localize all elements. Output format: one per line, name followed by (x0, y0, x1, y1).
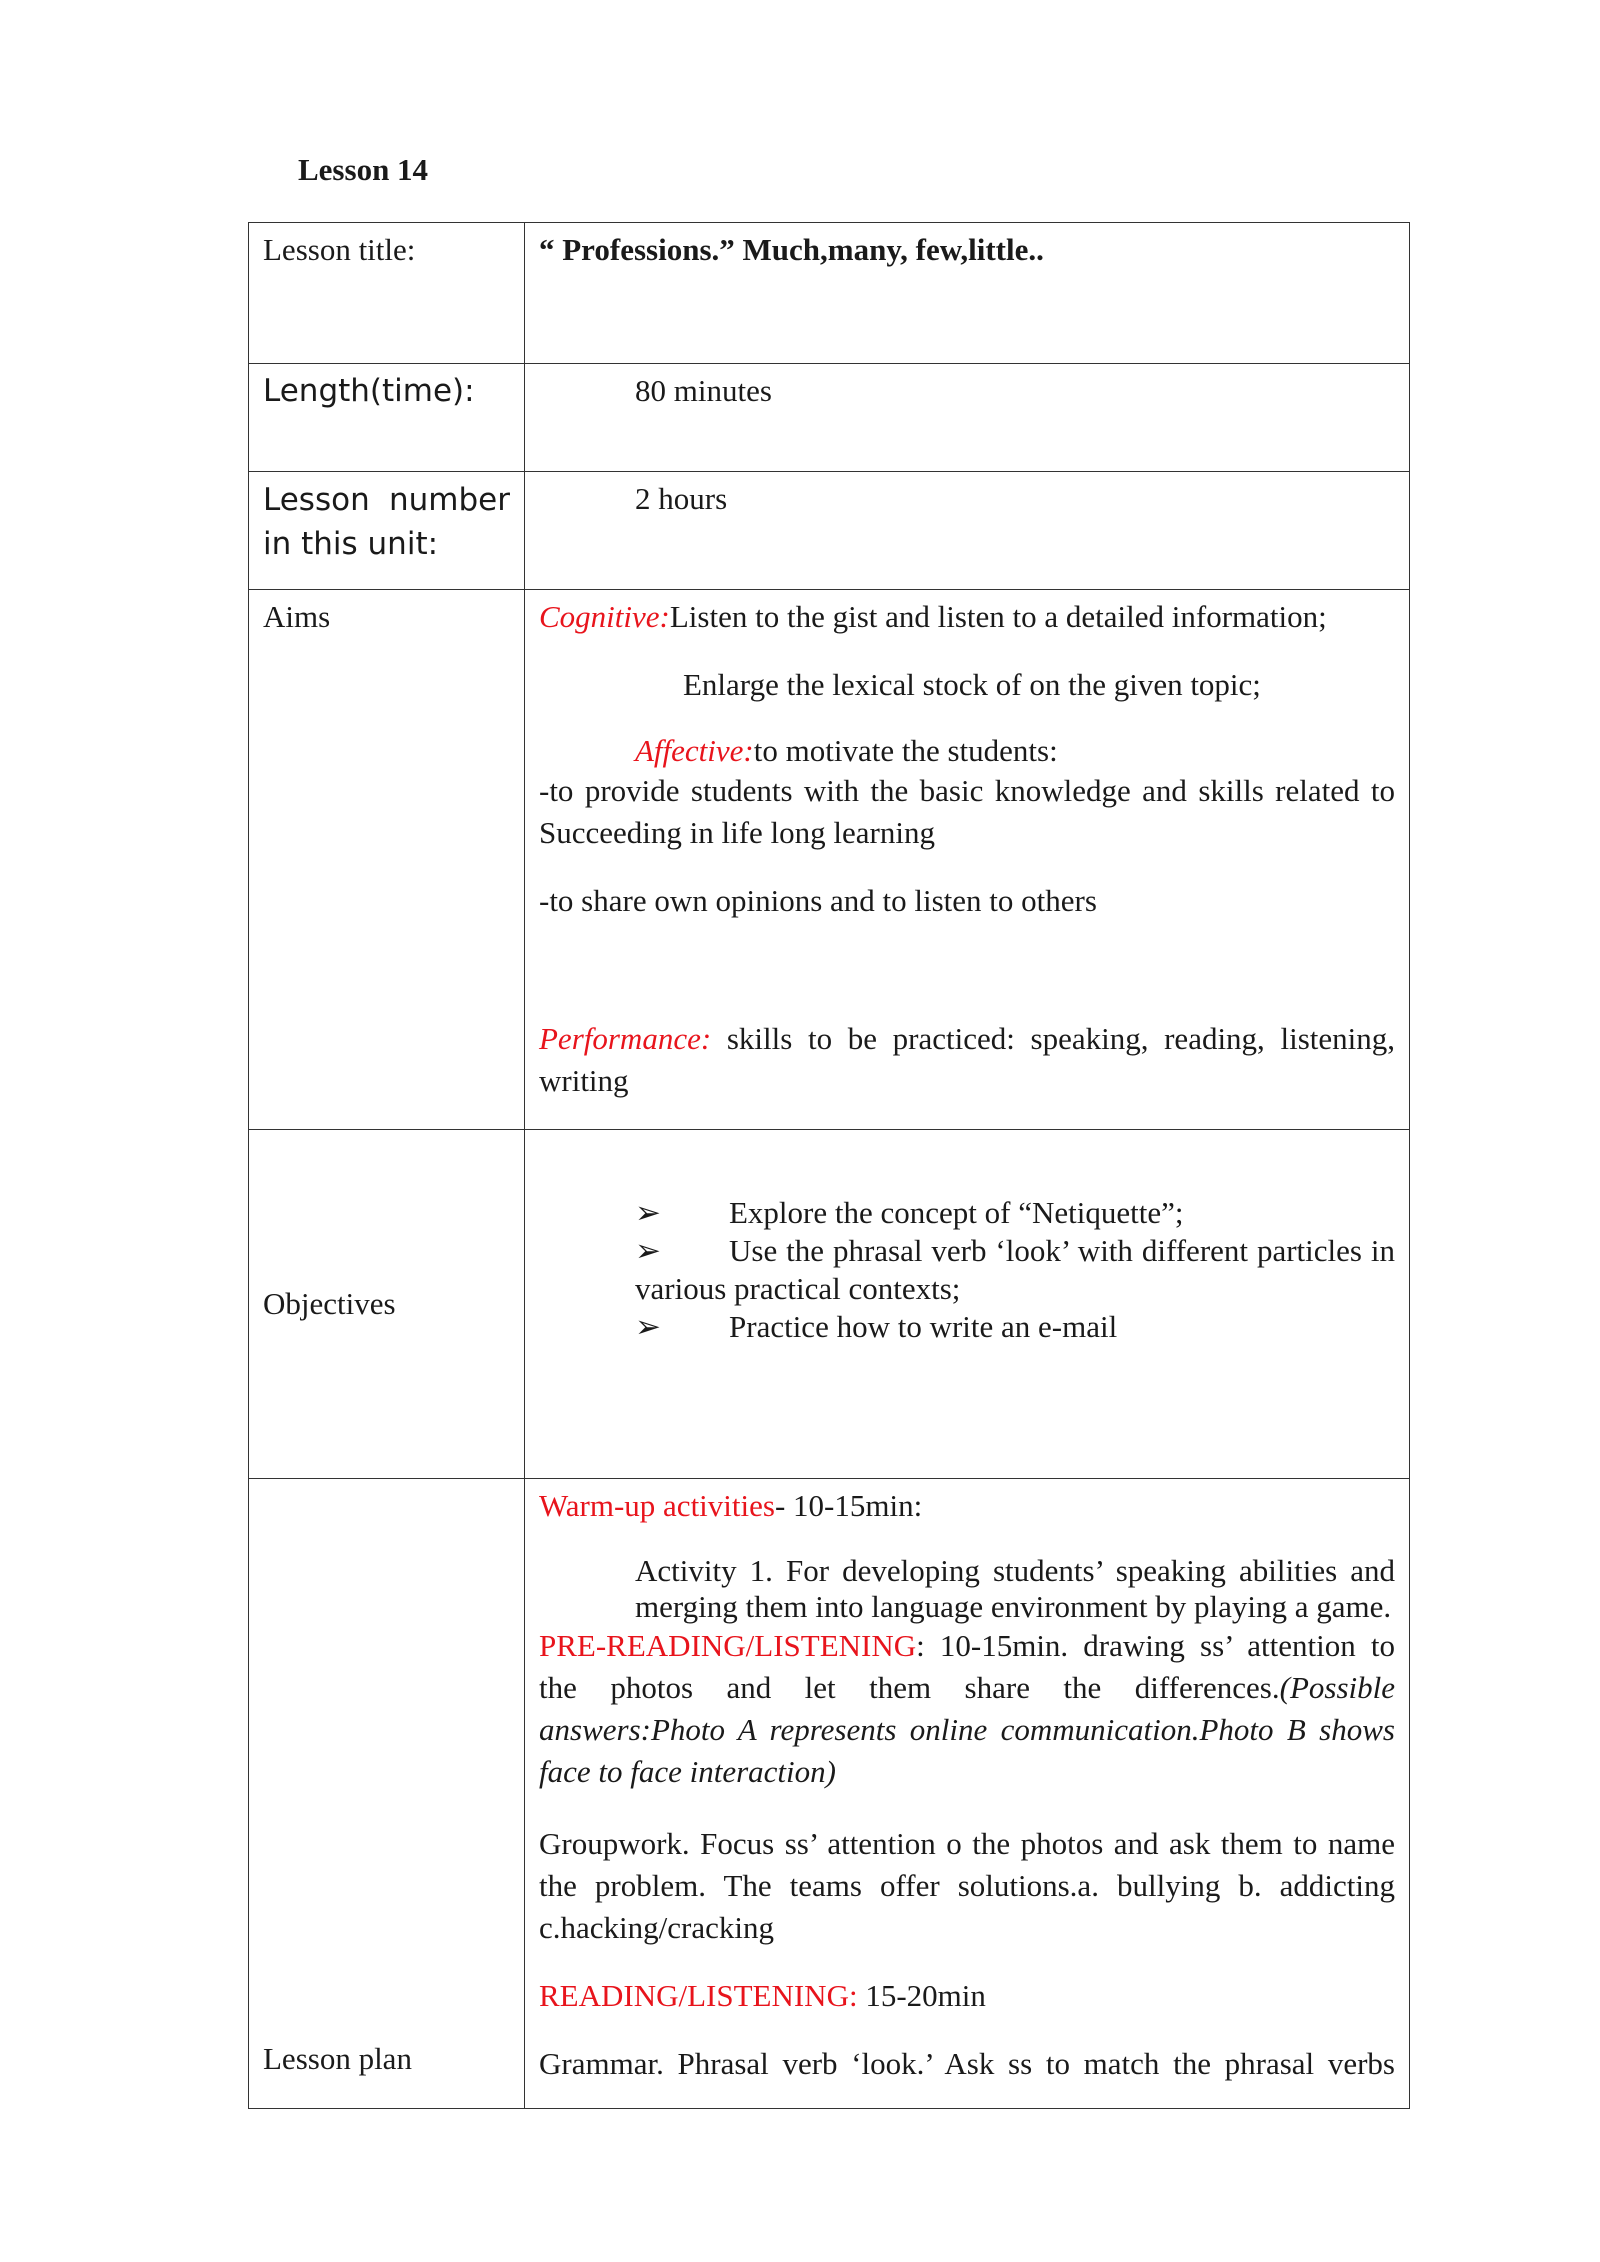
reading-text: 15-20min (857, 1978, 986, 2013)
prereading-tag: PRE-READING/LISTENING (539, 1628, 917, 1663)
plan-groupwork: Groupwork. Focus ss’ attention o the photos and ask them to name the problem. The teams offer solutions.a. bullying b. addicting c.hacking/cracking (539, 1826, 1395, 1945)
objective-text: Practice how to write an e-mail (729, 1309, 1118, 1344)
aim-cognitive-2: Enlarge the lexical stock of on the given topic; (683, 667, 1261, 702)
cognitive-text: Listen to the gist and listen to a detailed information; (669, 599, 1327, 634)
lesson-plan-table (248, 222, 1410, 2109)
aim-cognitive (539, 596, 1395, 638)
row-lesson-plan (249, 1479, 1410, 2109)
performance-tag: Performance: (539, 1021, 712, 1056)
label-lesson-number-line1: Lesson number (263, 482, 510, 518)
performance-text: skills to be practiced: speaking, reading, listening, writing (539, 1021, 1395, 1098)
value-lesson-number (525, 472, 1410, 590)
value-objectives (525, 1130, 1410, 1479)
aim-performance (539, 1018, 1395, 1102)
objective-item (635, 1194, 1395, 1232)
objective-text: Use the phrasal verb ‘look’ with different particles in various practical contexts; (635, 1233, 1395, 1306)
lesson-heading: Lesson 14 (298, 152, 429, 187)
warmup-text: - 10-15min: (774, 1488, 923, 1523)
lesson-number-value-text: 2 hours (635, 481, 728, 516)
plan-activity-1: Activity 1. For developing students’ speaking abilities and merging them into language environment by playing a game. (635, 1553, 1395, 1624)
prereading-text: : 10-15min. drawing ss’ attention to the photos and let them share the differences. (539, 1628, 1395, 1705)
reading-tag: READING/LISTENING: (539, 1978, 858, 2013)
length-value-text: 80 minutes (635, 373, 772, 408)
objective-item (635, 1232, 1395, 1308)
value-aims (525, 590, 1410, 1130)
value-lesson-title: “ Professions.” Much,many, few,little.. (525, 223, 1410, 364)
row-lesson-title (249, 223, 1410, 364)
aim-affective-item-1: -to provide students with the basic knowledge and skills related to Succeeding in life long learning (539, 773, 1395, 850)
plan-warmup (539, 1485, 1395, 1527)
plan-grammar: Grammar. Phrasal verb ‘look.’ Ask ss to match the phrasal verbs (539, 2046, 1395, 2081)
cognitive-tag: Cognitive: (539, 599, 670, 634)
objective-text: Explore the concept of “Netiquette”; (729, 1195, 1184, 1230)
row-objectives (249, 1130, 1410, 1479)
value-length (525, 364, 1410, 472)
label-objectives: Objectives (249, 1130, 525, 1479)
warmup-tag: Warm-up activities (539, 1488, 775, 1523)
aim-affective-item-2: -to share own opinions and to listen to others (539, 883, 1097, 918)
prereading-italic: (Possible answers:Photo A represents online communication.Photo B shows face to face interaction) (539, 1670, 1395, 1789)
value-lesson-plan (525, 1479, 1410, 2109)
aim-affective (539, 732, 1395, 770)
plan-prereading (539, 1625, 1395, 1793)
label-lesson-title: Lesson title: (249, 223, 525, 364)
affective-text: to motivate the students: (753, 733, 1058, 768)
label-lesson-number (249, 472, 525, 590)
objective-item (635, 1308, 1395, 1346)
label-lesson-plan: Lesson plan (249, 1479, 525, 2109)
bullet-arrow-icon: ➢ (635, 1233, 661, 1268)
bullet-arrow-icon: ➢ (635, 1195, 661, 1230)
affective-tag: Affective: (635, 733, 754, 768)
row-lesson-number (249, 472, 1410, 590)
row-length (249, 364, 1410, 472)
label-aims: Aims (249, 590, 525, 1130)
label-length: Length(time): (249, 364, 525, 472)
label-lesson-number-line2: in this unit: (263, 526, 439, 562)
row-aims (249, 590, 1410, 1130)
plan-reading (539, 1975, 1395, 2017)
bullet-arrow-icon: ➢ (635, 1309, 661, 1344)
